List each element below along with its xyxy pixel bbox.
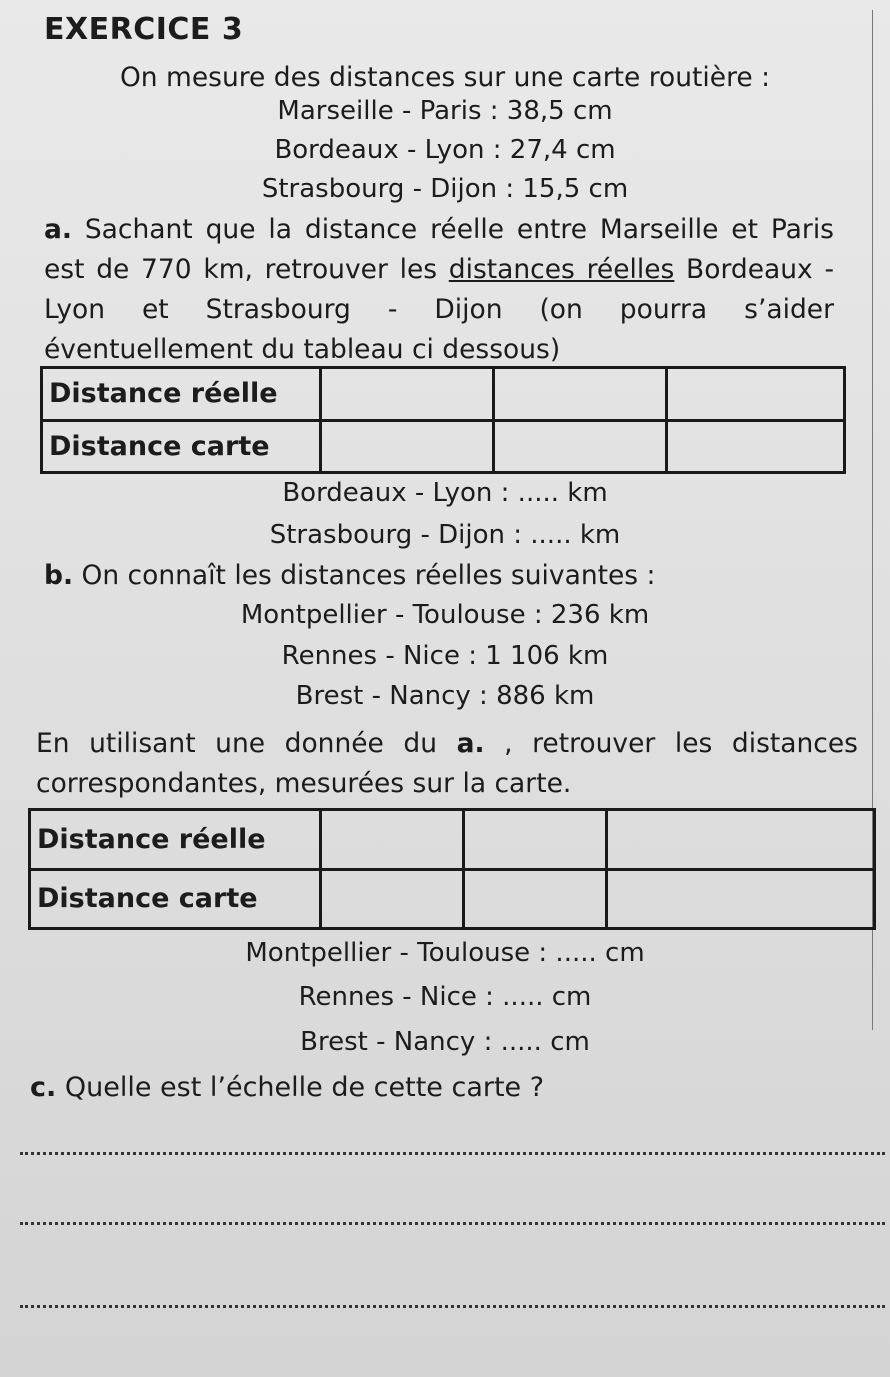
table-b-cell[interactable] xyxy=(321,869,464,929)
part-b-text xyxy=(44,560,655,591)
part-c-text xyxy=(30,1072,544,1103)
table-b-cell[interactable] xyxy=(321,810,464,870)
table-b-cell[interactable] xyxy=(607,810,875,870)
measure-marseille-paris: Marseille - Paris : 38,5 cm xyxy=(277,96,613,126)
table-b-cell[interactable] xyxy=(464,810,607,870)
part-b-intro: On connaît les distances réelles suivantes : xyxy=(73,560,656,591)
table-b xyxy=(28,808,876,930)
answer-strasbourg-dijon: Strasbourg - Dijon : ..... km xyxy=(269,520,621,550)
table-b-cell[interactable] xyxy=(464,869,607,929)
answer-line[interactable] xyxy=(20,1152,885,1155)
part-b-label: b. xyxy=(44,560,74,591)
part-c-question: Quelle est l’échelle de cette carte ? xyxy=(56,1072,545,1103)
part-a-text-1: Sachant que la distance réelle entre Marseille et Paris est de 770 km, retrouver les xyxy=(44,214,834,285)
part-a-label: a. xyxy=(44,214,72,245)
answer-bordeaux-lyon: Bordeaux - Lyon : ..... km xyxy=(282,478,608,508)
distance-montpellier-toulouse: Montpellier - Toulouse : 236 km xyxy=(240,600,650,630)
part-b-instruction-2: , retrouver les distances correspondantes, mesurées sur la carte. xyxy=(36,728,858,799)
distance-rennes-nice: Rennes - Nice : 1 106 km xyxy=(281,641,609,671)
measure-bordeaux-lyon: Bordeaux - Lyon : 27,4 cm xyxy=(274,135,616,165)
answer-montpellier-toulouse: Montpellier - Toulouse : ..... cm xyxy=(245,938,645,968)
part-b-instruction-ref: a. xyxy=(456,728,485,759)
intro-text: On mesure des distances sur une carte routière : xyxy=(119,62,771,93)
distance-brest-nancy: Brest - Nancy : 886 km xyxy=(295,681,595,711)
part-a-text xyxy=(44,210,834,370)
answer-rennes-nice: Rennes - Nice : ..... cm xyxy=(298,982,592,1012)
answer-line[interactable] xyxy=(20,1222,885,1225)
table-a-cell[interactable] xyxy=(494,368,667,421)
table-a-cell[interactable] xyxy=(321,420,494,473)
measure-strasbourg-dijon: Strasbourg - Dijon : 15,5 cm xyxy=(261,174,629,204)
table-b-row-real-label: Distance réelle xyxy=(30,810,321,870)
table-a-cell[interactable] xyxy=(321,368,494,421)
part-a-text-underlined: distances réelles xyxy=(448,254,675,285)
table-a-cell[interactable] xyxy=(494,420,667,473)
answer-brest-nancy: Brest - Nancy : ..... cm xyxy=(300,1027,590,1057)
table-a-row-map-label: Distance carte xyxy=(42,420,321,473)
exercise-title: EXERCICE 3 xyxy=(44,12,244,47)
part-b-instruction xyxy=(36,724,858,804)
part-a-text-2: Bordeaux - Lyon et Strasbourg - Dijon (on pourra s’aider éventuellement du tableau ci dessous) xyxy=(44,254,835,365)
table-a xyxy=(40,366,846,474)
table-b-row-map-label: Distance carte xyxy=(30,869,321,929)
part-c-label: c. xyxy=(30,1072,57,1103)
table-a-cell[interactable] xyxy=(667,420,845,473)
part-b-instruction-1: En utilisant une donnée du xyxy=(36,728,457,759)
answer-line[interactable] xyxy=(20,1305,885,1308)
table-b-cell[interactable] xyxy=(607,869,875,929)
table-a-row-real-label: Distance réelle xyxy=(42,368,321,421)
table-a-cell[interactable] xyxy=(667,368,845,421)
